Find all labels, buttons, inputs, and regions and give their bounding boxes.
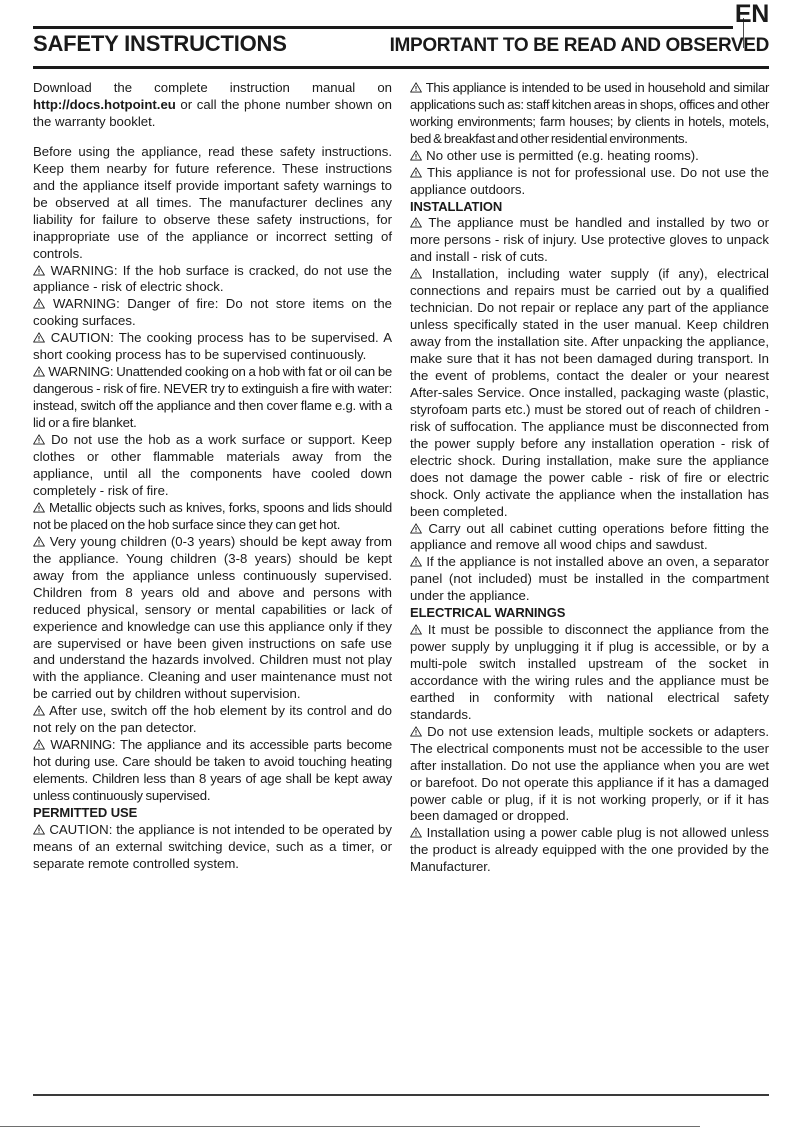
warning-paragraph (33, 534, 392, 704)
paragraph-text: This appliance is intended to be used in household and similar applications such as: staff kitchen areas in shops, offices and other working environments; farm houses; by clients in hotels, motels, bed & breakfast and other residential environments. (410, 80, 769, 146)
warning-triangle-icon (33, 366, 46, 377)
paragraph-text: The appliance must be handled and installed by two or more persons - risk of injury. Use protective gloves to unpack and install - risk of cuts. (410, 215, 769, 265)
paragraph-text: WARNING: Danger of fire: Do not store items on the cooking surfaces. (33, 296, 392, 329)
section-heading-electrical-warnings: ELECTRICAL WARNINGS (410, 605, 566, 621)
page-title: SAFETY INSTRUCTIONS (33, 31, 287, 56)
paragraph-text: CAUTION: The cooking process has to be supervised. A short cooking process has to be supervised continuously. (33, 330, 392, 363)
warning-triangle-icon (410, 726, 423, 737)
header-bottom-rule (33, 66, 769, 69)
paragraph-text: Do not use the hob as a work surface or support. Keep clothes or other flammable materials away from the appliance, until all the components have cooled down completely - risk of fire. (33, 432, 392, 498)
warning-paragraph (410, 521, 769, 555)
warning-paragraph (33, 296, 392, 330)
paragraph-text: Installation using a power cable plug is not allowed unless the product is already equipped with the one provided by the Manufacturer. (410, 825, 769, 875)
paragraph-text: No other use is permitted (e.g. heating rooms). (426, 147, 699, 163)
paragraph-spacer (33, 131, 392, 144)
warning-triangle-icon (33, 332, 46, 343)
warning-paragraph (410, 80, 769, 148)
warning-paragraph (33, 703, 392, 737)
intro-paragraph (33, 80, 392, 131)
warning-paragraph (33, 432, 392, 500)
warning-paragraph (33, 500, 392, 534)
paragraph-text: It must be possible to disconnect the appliance from the power supply by unplugging it if plug is accessible, or by a multi-pole switch installed upstream of the socket in accordance with the wiring rules and the appliance must be earthed in conformity with national electrical safety standards. (410, 622, 769, 722)
paragraph-text: WARNING: Unattended cooking on a hob with fat or oil can be dangerous - risk of fire. NEVER try to extinguish a fire with water: instead, switch off the appliance and then cover flame e.g. with a lid or a fire blanket. (33, 364, 392, 431)
warning-triangle-icon (33, 265, 46, 276)
paragraph-text: WARNING: If the hob surface is cracked, do not use the appliance - risk of electric shock. (33, 262, 392, 295)
intro-text-after: or call the phone number shown on the warranty booklet. (33, 96, 392, 129)
warning-triangle-icon (410, 150, 423, 161)
warning-paragraph (410, 165, 769, 199)
manual-url[interactable]: http://docs.hotpoint.eu (33, 96, 176, 112)
warning-paragraph (410, 622, 769, 724)
paragraph-text: This appliance is not for professional use. Do not use the appliance outdoors. (410, 164, 769, 197)
paragraph-text: Metallic objects such as knives, forks, spoons and lids should not be placed on the hob surface since they can get hot. (33, 499, 392, 532)
warning-triangle-icon (410, 82, 423, 93)
warning-triangle-icon (410, 217, 423, 228)
warning-paragraph (33, 364, 392, 432)
warning-triangle-icon (410, 523, 423, 534)
intro-text-before: Download the complete instruction manual on (33, 80, 392, 95)
warning-paragraph (33, 330, 392, 364)
warning-paragraph (410, 215, 769, 266)
header-top-rule (33, 26, 733, 29)
page-subtitle: IMPORTANT TO BE READ AND OBSERVED (389, 35, 769, 56)
body-columns (33, 80, 769, 1080)
paragraph-text: Very young children (0-3 years) should be kept away from the appliance. Young children (3-8 years) should be kept away from the appliance unless continuously supervised. Children from 8 years old and above and persons with reduced physical, sensory or mental capabilities or lack of experience and knowledge can use this appliance only if they are supervised or have been given instructions on safe use and understand the hazards involved. Children must not play with the appliance. Cleaning and user maintenance must not be carried out by children without supervision. (33, 533, 392, 702)
body-paragraph (33, 144, 392, 263)
warning-triangle-icon (33, 705, 46, 716)
warning-paragraph (410, 148, 769, 165)
paragraph-text: If the appliance is not installed above an oven, a separator panel (not included) must be installed in the compartment under the appliance. (410, 554, 769, 604)
header-title-row (33, 31, 769, 57)
warning-paragraph (33, 822, 392, 873)
warning-paragraph (410, 825, 769, 876)
footer-thin-rule (0, 1126, 700, 1127)
warning-triangle-icon (410, 167, 423, 178)
warning-paragraph (410, 724, 769, 826)
warning-triangle-icon (410, 268, 423, 279)
warning-triangle-icon (33, 739, 46, 750)
right-column (410, 80, 769, 1080)
paragraph-text: Do not use extension leads, multiple sockets or adapters. The electrical components must not be accessible to the user after installation. Do not use the appliance when you are wet or barefoot. Do not operate this appliance if it has a damaged power cable or plug, if it is not working properly, or if it has been damaged or dropped. (410, 723, 769, 824)
warning-triangle-icon (410, 624, 423, 635)
warning-triangle-icon (410, 827, 423, 838)
footer-rule (33, 1094, 769, 1096)
warning-triangle-icon (410, 556, 423, 567)
warning-triangle-icon (33, 824, 46, 835)
paragraph-text: After use, switch off the hob element by its control and do not rely on the pan detector. (33, 703, 392, 736)
warning-paragraph (410, 266, 769, 520)
paragraph-text: Carry out all cabinet cutting operations before fitting the appliance and remove all wood chips and sawdust. (410, 520, 769, 553)
paragraph-text: Installation, including water supply (if any), electrical connections and repairs must be carried out by a qualified technician. Do not repair or replace any part of the appliance unless specifically stated in the user manual. Keep children away from the installation site. After unpacking the appliance, make sure that it has not been damaged during transport. In the event of problems, contact the dealer or your nearest After-sales Service. Once installed, packaging waste (plastic, styrofoam parts etc.) must be stored out of reach of children - risk of suffocation. The appliance must be disconnected from the power supply before any installation operation - risk of electric shock. During installation, make sure the appliance does not damage the power cable - risk of fire or electric shock. Only activate the appliance when the installation has been completed. (410, 266, 769, 519)
paragraph-text: Before using the appliance, read these safety instructions. Keep them nearby for future reference. These instructions and the appliance itself provide important safety warnings to be observed at all times. The manufacturer declines any liability for failure to observe these safety instructions, for inappropriate use of the appliance or incorrect setting of controls. (33, 143, 392, 261)
warning-paragraph (410, 554, 769, 605)
section-heading-permitted-use: PERMITTED USE (33, 805, 138, 821)
paragraph-text: CAUTION: the appliance is not intended to be operated by means of an external switching device, such as a timer, or separate remote controlled system. (33, 821, 392, 871)
warning-paragraph (33, 263, 392, 297)
warning-triangle-icon (33, 502, 46, 513)
language-code: EN (734, 0, 769, 28)
warning-paragraph (33, 737, 392, 805)
warning-triangle-icon (33, 298, 46, 309)
section-heading-installation: INSTALLATION (410, 198, 503, 214)
left-column (33, 80, 392, 1080)
warning-triangle-icon (33, 536, 46, 547)
paragraph-text: WARNING: The appliance and its accessible parts become hot during use. Care should be taken to avoid touching heating elements. Children less than 8 years of age shall be kept away unless continuously supervised. (33, 737, 392, 804)
warning-triangle-icon (33, 434, 46, 445)
